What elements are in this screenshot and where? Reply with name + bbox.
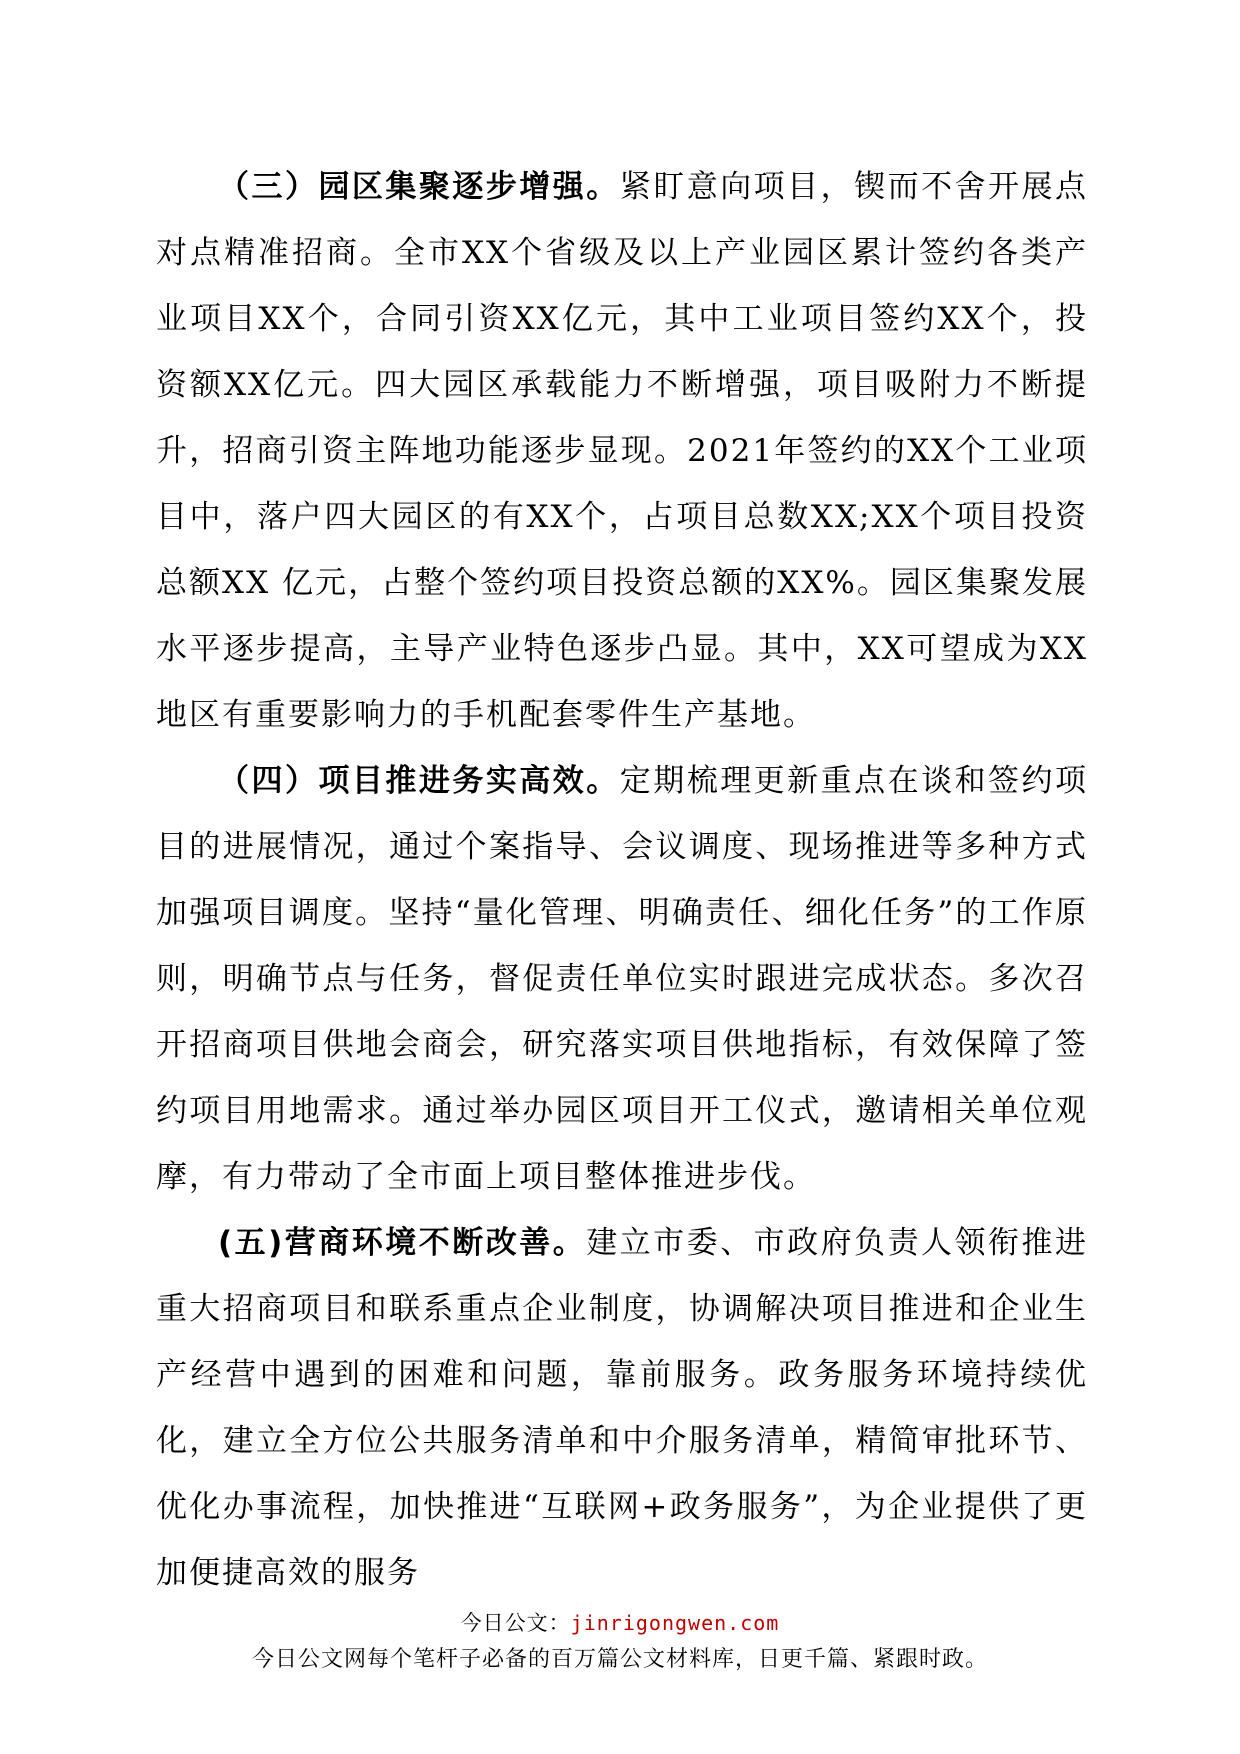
section-4-text: 定期梳理更新重点在谈和签约项目的进展情况，通过个案指导、会议调度、现场推进等多种方式加强项目调度。坚持“量化管理、明确责任、细化任务”的工作原则，明确节点与任务，督促责任单位实时跟进完成状态。多次召开招商项目供地会商会，研究落实项目供地指标，有效保障了签约项目用地需求。通过举办园区项目开工仪式，邀请相关单位观摩，有力带动了全市面上项目整体推进步伐。 — [156, 763, 1089, 1195]
section-5-text: 建立市委、市政府负责人领衔推进重大招商项目和联系重点企业制度，协调解决项目推进和企业生产经营中遇到的困难和问题，靠前服务。政务服务环境持续优化，建立全方位公共服务清单和中介服务清单，精简审批环节、优化办事流程，加快推进“互联网+政务服务”，为企业提供了更加便捷高效的服务 — [156, 1225, 1089, 1591]
paragraph-section-3 — [156, 154, 1088, 748]
section-4-heading: （四）项目推进务实高效。 — [218, 763, 620, 799]
footer-site-line — [0, 1607, 1240, 1637]
document-body — [156, 154, 1088, 1606]
footer-site-label: 今日公文： — [460, 1611, 571, 1635]
section-3-text: 紧盯意向项目，锲而不舍开展点对点精准招商。全市XX个省级及以上产业园区累计签约各类产业项目XX个，合同引资XX亿元，其中工业项目签约XX个，投资额XX亿元。四大园区承载能力不断增强，项目吸附力不断提升，招商引资主阵地功能逐步显现。2021年签约的XX个工业项目中，落户四大园区的有XX个，占项目总数XX;XX个项目投资总额XX 亿元，占整个签约项目投资总额的XX%。园区集聚发展水平逐步提高，主导产业特色逐步凸显。其中，XX可望成为XX地区有重要影响力的手机配套零件生产基地。 — [156, 169, 1089, 733]
section-3-heading: （三）园区集聚逐步增强。 — [218, 169, 620, 205]
footer-slogan: 今日公文网每个笔杆子必备的百万篇公文材料库，日更千篇、紧跟时政。 — [251, 1647, 988, 1672]
section-5-heading: (五)营商环境不断改善。 — [218, 1225, 587, 1261]
paragraph-section-5 — [156, 1210, 1088, 1606]
paragraph-section-4 — [156, 748, 1088, 1210]
footer-site-url[interactable]: jinrigongwen.com — [570, 1611, 780, 1635]
